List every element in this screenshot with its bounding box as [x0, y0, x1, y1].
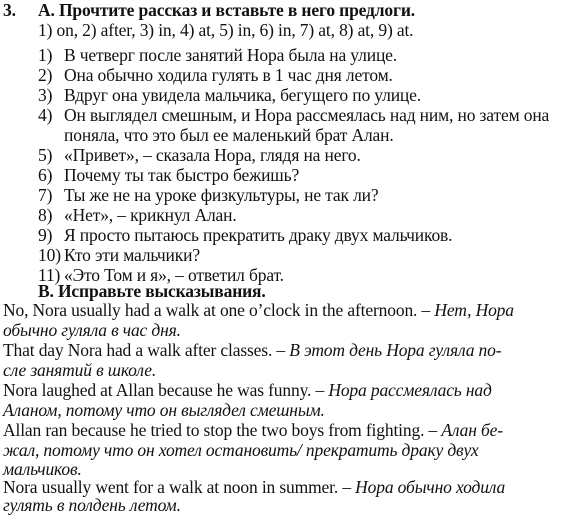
correction-line [3, 477, 505, 497]
correction-russian-continued: жал, потому что он хотел остановить/ прекратить драку двух [3, 440, 479, 460]
correction-english: That day Nora had a walk after classes. – [3, 340, 290, 360]
exercise-title: А. Прочтите рассказ и вставьте в него предлоги. [38, 0, 415, 20]
story-item-number: 10) [38, 245, 61, 265]
correction-russian: Нет, Нора [434, 300, 514, 320]
story-item-text: Она обычно ходила гулять в 1 час дня летом. [64, 65, 393, 85]
story-item-number: 11) [38, 265, 61, 285]
story-item-number: 3) [38, 85, 53, 105]
correction-line [3, 300, 514, 320]
section-b-title: В. Исправьте высказывания. [38, 281, 266, 301]
story-item-number: 5) [38, 145, 53, 165]
correction-english: No, Nora usually had a walk at one o’clock in the afternoon. – [3, 300, 435, 320]
story-item-text: «Это Том и я», – ответил брат. [64, 265, 284, 285]
correction-russian: Алан бе- [441, 420, 503, 440]
correction-english: Nora usually went for a walk at noon in summer. – [3, 477, 356, 497]
story-item-text: Ты же не на уроке физкультуры, не так ли? [64, 185, 379, 205]
story-item-number: 2) [38, 65, 53, 85]
story-item-text: Почему ты так быстро бежишь? [64, 165, 300, 185]
story-item-number: 7) [38, 185, 53, 205]
story-item-text: «Нет», – крикнул Алан. [64, 205, 237, 225]
correction-line [3, 380, 492, 400]
story-item-text: Я просто пытаюсь прекратить драку двух мальчиков. [64, 225, 453, 245]
correction-russian: Нора рассмеялась над [328, 380, 492, 400]
correction-line [3, 420, 503, 440]
story-item-text-continued: поняла, что это был ее маленький брат Алан. [64, 125, 394, 145]
answer-key: 1) on, 2) after, 3) in, 4) at, 5) in, 6) in, 7) at, 8) at, 9) at. [38, 20, 414, 40]
story-item-text: Кто эти мальчики? [64, 245, 200, 265]
story-item-number: 4) [38, 105, 53, 125]
correction-english: Allan ran because he tried to stop the two boys from fighting. – [3, 420, 442, 440]
correction-russian: Нора обычно ходила [355, 477, 506, 497]
story-item-number: 8) [38, 205, 53, 225]
correction-line [3, 340, 501, 360]
story-item-text: «Привет», – сказала Нора, глядя на него. [64, 145, 361, 165]
story-item-text: В четверг после занятий Нора была на улице. [64, 45, 397, 65]
story-item-number: 1) [38, 45, 53, 65]
exercise-number: 3. [3, 0, 16, 20]
story-item-number: 9) [38, 225, 53, 245]
correction-russian: В этот день Нора гуляла по- [289, 340, 502, 360]
story-item-text: Вдруг она увидела мальчика, бегущего по улице. [64, 85, 421, 105]
correction-russian-continued: обычно гуляла в час дня. [3, 320, 181, 340]
correction-english: Nora laughed at Allan because he was funny. – [3, 380, 329, 400]
story-item-text: Он выглядел смешным, и Нора рассмеялась над ним, но затем она [64, 105, 550, 125]
story-item-number: 6) [38, 165, 53, 185]
correction-russian-continued: сле занятий в школе. [3, 360, 157, 380]
correction-russian-continued: Аланом, потому что он выглядел смешным. [3, 400, 325, 420]
correction-russian-continued: гулять в полдень летом. [3, 495, 181, 515]
correction-russian-continued: мальчиков. [3, 459, 82, 479]
